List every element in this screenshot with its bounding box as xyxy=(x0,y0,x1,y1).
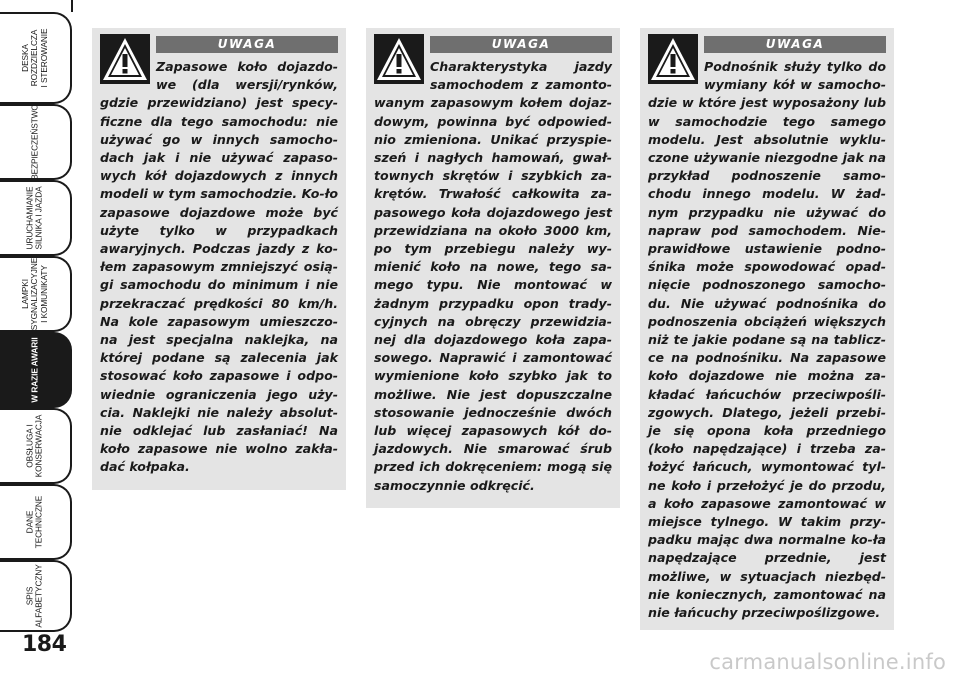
sidebar-line xyxy=(71,0,73,12)
warning-text xyxy=(366,58,620,495)
warning-heading: UWAGA xyxy=(430,36,612,53)
warning-box-driving xyxy=(366,28,620,508)
tab-uruchamianie[interactable] xyxy=(0,180,72,256)
tab-label: W RAZIE AWARII xyxy=(29,337,40,403)
warning-heading: UWAGA xyxy=(156,36,338,53)
warning-paragraph: Zapasowe koło dojazdo-we (dla wersji/rynków, gdzie przewidziano) jest specy-ficzne dla tego samochodu: nie używać go w innych samocho-dach jak i nie używać zapaso-wych kół dojazdowych z innych modeli w tym samochodzie. Ko-ło zapasowe dojazdowe może być użyte tylko w przypadkach awaryjnych. Podczas jazdy z ko-łem zapasowym zmniejszyć osią-gi samochodu do minimum i nie przekraczać prędkości 80 km/h. Na kole zapasowym umieszczo-na jest specjalna naklejka, na której podane są zalecenia jak stosować koło zapasowe i odpo-wiednie ograniczenia jego uży-cia. Naklejki nie należy absolut-nie odklejać lub zasłaniać! Na koło zapasowe nie wolno zakła-dać kołpaka. xyxy=(100,59,338,475)
tab-label: OBSŁUGA I KONSERWACJA xyxy=(24,414,44,478)
watermark: carmanualsonline.info xyxy=(709,650,946,674)
tab-label: BEZPIECZEŃSTWO xyxy=(29,104,40,180)
warning-text xyxy=(640,58,894,622)
tab-spis-alfabetyczny[interactable] xyxy=(0,560,72,632)
tab-deska-rozdzielcza[interactable] xyxy=(0,12,72,104)
tab-label: URUCHAMIANIE SILNIKA I JAZDA xyxy=(24,186,44,250)
page-number: 184 xyxy=(22,632,67,657)
tab-bezpieczenstwo[interactable] xyxy=(0,104,72,180)
warning-box-spare-wheel xyxy=(92,28,346,490)
tab-w-razie-awarii[interactable] xyxy=(0,332,72,408)
warning-text xyxy=(92,58,346,477)
tab-label: DESKA ROZDZIELCZA I STEROWANIE xyxy=(19,28,49,88)
tab-dane-techniczne[interactable] xyxy=(0,484,72,560)
warning-heading: UWAGA xyxy=(704,36,886,53)
tab-label: DANE TECHNICZNE xyxy=(24,495,44,549)
warning-paragraph: Charakterystyka jazdy samochodem z zamonto-wanym zapasowym kołem dojaz-dowym, powinna być odpowied-nio zmieniona. Unikać przyspie-szeń i nagłych hamowań, gwał-townych skrętów i szybkich za-krętów. Trwałość całkowita za-pasowego koła dojazdowego jest przewidziana na około 3000 km, po tym przebiegu należy wy-mienić koło na nowe, tego sa-mego typu. Nie montować w żadnym przypadku opon trady-cyjnych na obręczy przewidzia-nej dla dojazdowego koła zapa-sowego. Naprawić i zamontować wymienione koło szybko jak to możliwe. Nie jest dopuszczalne stosowanie jednocześnie dwóch lub więcej zapasowych kół do-jazdowych. Nie smarować śrub przed ich dokręceniem: mogą się samoczynnie odkręcić. xyxy=(374,59,612,493)
tab-lampki[interactable] xyxy=(0,256,72,332)
tab-obsluga[interactable] xyxy=(0,408,72,484)
tab-label: SPIS ALFABETYCZNY xyxy=(24,564,44,628)
chapter-sidebar xyxy=(0,0,76,678)
warning-box-jack xyxy=(640,28,894,630)
warning-paragraph: Podnośnik służy tylko do wymiany kół w samocho-dzie w które jest wyposażony lub w samochodzie tego samego modelu. Jest absolutnie wyklu-czone używanie niezgodne jak na przykład podnoszenie samo-chodu innego modelu. W żad-nym przypadku nie używać do napraw pod samochodem. Nie-prawidłowe ustawienie podno-śnika może spowodować opad-nięcie podnoszonego samocho-du. Nie używać podnośnika do podnoszenia obciążeń większych niż te jakie podane są na tablicz-ce na podnośniku. Na zapasowe koło dojazdowe nie można za-kładać łańcuchów przeciwpośli-zgowych. Dlatego, jeżeli przebi-je się opona koła przedniego (koło napędzające) i trzeba za-łożyć łańcuch, wymontować tyl-ne koło i przełożyć je do przodu, a koło zapasowe zamontować w miejsce tylnego. W takim przy-padku mając dwa normalne ko-ła napędzające przednie, jest możliwe, w sytuacjach niezbęd-nie koniecznych, zamontować na nie łańcuchy przeciwpoślizgowe. xyxy=(648,59,886,621)
tab-label: LAMPKI SYGNALIZACYJNE I KOMUNIKATY xyxy=(19,257,49,331)
